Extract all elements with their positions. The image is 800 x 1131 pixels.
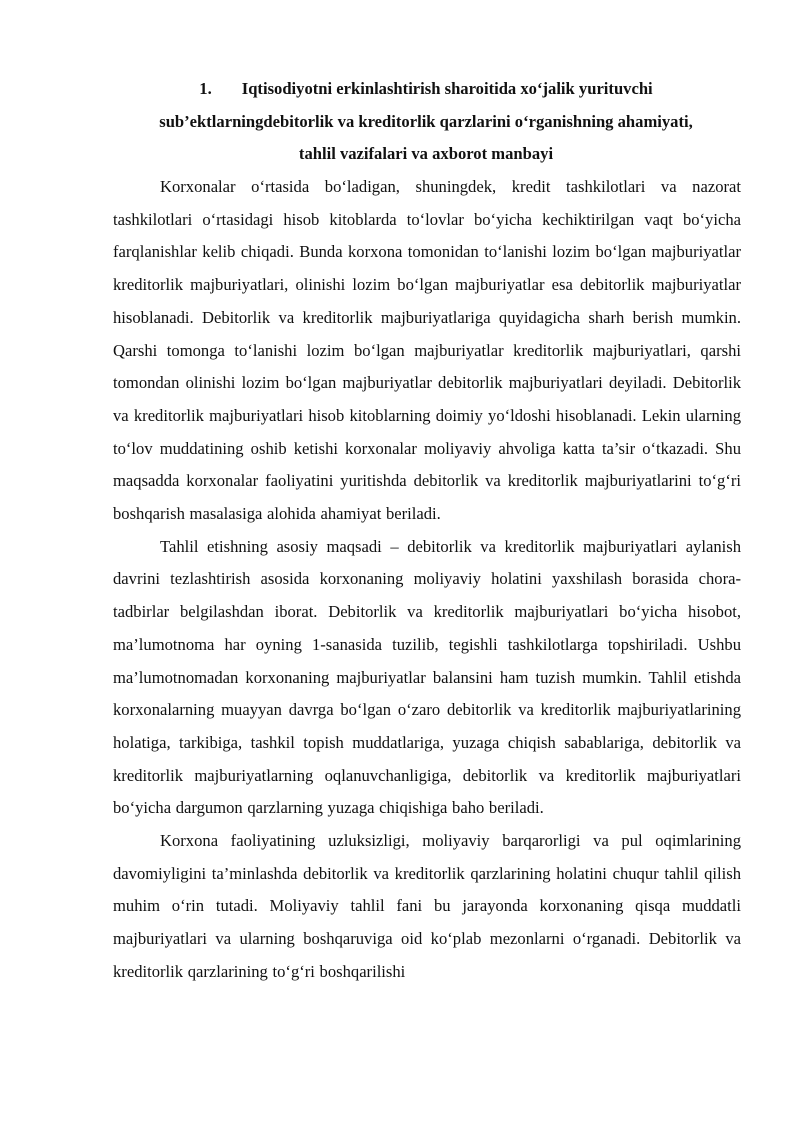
heading-line-1-text: Iqtisodiyotni erkinlashtirish sharoitida xo‘jalik yurituvchi bbox=[241, 79, 653, 98]
heading-line-1 bbox=[112, 73, 740, 106]
paragraph-2: Tahlil etishning asosiy maqsadi – debitorlik va kreditorlik majburiyatlari aylanish davrini tezlashtirish asosida korxonaning moliyaviy holatini yaxshilash borasida chora-tadbirlar belgilashdan iborat. Debitorlik va kreditorlik majburiyatlari bo‘yicha hisobot, ma’lumotnoma har oyning 1-sanasida tuzilib, tegishli tashkilotlarga topshiriladi. Ushbu ma’lumotnomadan korxonaning majburiyatlar balansini ham tuzish mumkin. Tahlil etishda korxonalarning muayyan davrga bo‘lgan o‘zaro debitorlik va kreditorlik majburiyatlarining holatiga, tarkibiga, tashkil topish muddatlariga, yuzaga chiqish sabablariga, debitorlik va kreditorlik majburiyatlarning oqlanuvchanligiga, debitorlik va kreditorlik majburiyatlari bo‘yicha dargumon qarzlarning yuzaga chiqishiga baho beriladi. bbox=[113, 536, 741, 818]
paragraph-1: Korxonalar o‘rtasida bo‘ladigan, shuningdek, kredit tashkilotlari va nazorat tashkilotlari o‘rtasidagi hisob kitoblarda to‘lovlar bo‘yicha kechiktirilgan vaqt bo‘yicha farqlanishlar kelib chiqadi. Bunda korxona tomonidan to‘lanishi lozim bo‘lgan majburiyatlar kreditorlik majburiyatlari, olinishi lozim bo‘lgan majburiyatlar esa debitorlik majburiyatlar hisoblanadi. Debitorlik va kreditorlik majburiyatlariga quyidagicha sharh berish mumkin. Qarshi tomonga to‘lanishi lozim bo‘lgan majburiyatlar kreditorlik majburiyatlari, qarshi tomondan olinishi lozim bo‘lgan majburiyatlar debitorlik majburiyatlari deyiladi. Debitorlik va kreditorlik majburiyatlari hisob kitoblarning doimiy yo‘ldoshi hisoblanadi. Lekin ularning to‘lov muddatining oshib ketishi korxonalar moliyaviy ahvoliga katta ta’sir o‘tkazadi. Shu maqsadda korxonalar faoliyatini yuritishda debitorlik va kreditorlik majburiyatlarini to‘g‘ri boshqarish masalasiga alohida ahamiyat beriladi. bbox=[113, 177, 741, 524]
body-text bbox=[113, 171, 741, 989]
heading-number: 1. bbox=[199, 79, 212, 98]
heading-line-3: tahlil vazifalari va axborot manbayi bbox=[298, 144, 554, 164]
heading-line-2: sub’ektlarningdebitorlik va kreditorlik qarzlarini o‘rganishning ahamiyati, bbox=[159, 111, 693, 131]
section-heading bbox=[112, 73, 740, 171]
paragraph-3: Korxona faoliyatining uzluksizligi, moliyaviy barqarorligi va pul oqimlarining davomiyligini ta’minlashda debitorlik va kreditorlik qarzlarining holatini chuqur tahlil qilish muhim o‘rin tutadi. Moliyaviy tahlil fani bu jarayonda korxonaning qisqa muddatli majburiyatlari va ularning boshqaruviga oid ko‘plab mezonlarni o‘rganadi. Debitorlik va kreditorlik qarzlarining to‘g‘ri boshqarilishi bbox=[113, 831, 741, 981]
